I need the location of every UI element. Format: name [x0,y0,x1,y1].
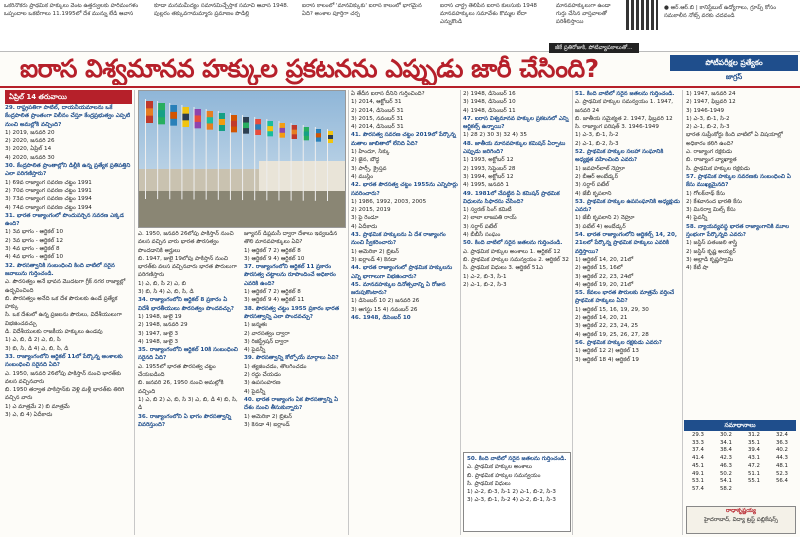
question-line: 3) 1994, అక్టోబర్ 12 [463,173,514,180]
top-strip [0,0,800,52]
question-line: 2) 1993, సెప్టెంబర్ 28 [463,165,516,172]
question-line: 3) 4వ భాగం - ఆర్టికల్ 8 [5,246,60,253]
flag-stripe [243,123,249,129]
question-line: 1) ఎ, బి, డి 2) ఎ, బి, సి [5,337,61,344]
text-column-3 [244,230,346,535]
flag-pole [327,129,328,201]
flag-pole [157,101,158,199]
flag-stripe [304,131,309,135]
flag-pole [206,109,207,200]
question-line: 1) గోలక్‌నాథ్ కేసు [686,190,725,197]
question-line: బి. 1950 తర్వాత పాకిస్తాన్‌కు వెళ్లి మళ్లీ భారత్‌కు తిరిగి వచ్చిన వారు [5,387,125,402]
answer-cell: 44.3 [775,455,788,462]
answer-cell: 40.2 [775,447,788,454]
question-line: సి. ప్రాథమిక విధులు 3. ఆర్టికల్ 51ఎ [463,265,544,272]
question-line: 1) 2014, ఆక్టోబర్ 31 [351,99,402,106]
answers-table [684,432,796,494]
question-line: 3) సర్దార్ పటేల్ [463,223,498,230]
question-line: 1) 28 2) 30 3) 32 4) 35 [463,132,527,139]
question-line: 36. రాజ్యాంగంలోని ఏ భాగం పౌరసత్వాన్ని వివరిస్తుంది? [138,413,232,428]
daily-gk-badge: జీకే ప్రతిరోజుకి, పోటివ్యాపకాలుతో... [549,43,639,53]
question-line: 3) 73వ రాజ్యాంగ సవరణ చట్టం 1994 [5,196,92,203]
question-line: 4) 1995, జనవరి 1 [463,182,509,189]
question-line: 1) 3వ భాగం - ఆర్టికల్ 10 [5,229,64,236]
question-line: 4) 2014, డిసెంబర్ 31 [351,124,404,131]
answer-cell: 55.1 [747,478,760,485]
question-line: 2) ఆర్టికల్ 15, 16లో [575,265,623,272]
question-line: 2) 2015, 2019 [351,207,391,214]
answer-cell: 41.4 [691,455,704,462]
answers-row [684,432,796,440]
question-line: 32. పౌరసత్వానికి సంబంధించి కింది వాటిలో సరైన జవాబును గుర్తించండి. [5,262,115,277]
question-line: 54. భారత రాజ్యాంగంలోని ఆర్టికల్స్ 14, 20, 21లలో పేర్కొన్న ప్రాథమిక హక్కులు ఎవరికి వర్తిస్తాయి? [575,232,677,255]
question-line: 2) 1948, డిసెంబర్ 16 [463,91,516,97]
question-line: 2) ఎ-1, బి-2, సి-3 [463,281,507,288]
answer-cell: 46.3 [719,462,732,469]
flag-stripe [158,110,165,117]
column-divider [572,90,573,535]
question-line: 3) ఆగస్టు 15 4) నవంబర్ 26 [351,306,418,313]
question-line: 1) ఎ-3, బి-1, సి-2 [686,115,730,122]
question-line: 4) 2020, జనవరి 30 [5,154,55,161]
box-title: 50. కింది వాటిలో సరైన జతలను గుర్తించండి. [467,456,567,462]
question-line: ఎ. రాజ్యాంగ రక్షకుడు [686,149,733,156]
question-line: సి. ప్రాథమిక హక్కుల రక్షకుడు [686,165,750,172]
question-line: 3) పటేల్ 4) అంబేడ్కర్ [575,223,626,230]
answer-cell: 36.3 [775,439,788,446]
question-line: ఏ తేదీన ఐరాస దీనిని గుర్తించింది? [351,91,425,97]
author-affiliation: హైదరాబాద్, విద్యా ట్రస్ట్ పబ్లికేషన్స్ [704,517,778,523]
question-line: 1) జన్మతః [244,322,267,329]
column-divider [134,90,135,535]
question-line: 48. జాతీయ మానవహక్కుల కమిషన్ ఏర్పాటు ఎప్పుడు జరిగింది? [463,140,566,156]
question-line: 3) ఆర్టికల్ 22, 23, 24, 25 [575,323,639,330]
text-column-4 [351,90,458,535]
question-line: 1) 1993, అక్టోబర్ 12 [463,157,514,164]
question-line: ఎ. 1955లో భారత పౌరసత్వ చట్టం చేయబడింది [138,363,216,379]
question-line: 43. ప్రాథమిక హక్కులను ఏ దేశ రాజ్యాంగం నుంచి స్వీకరించారు? [351,232,446,247]
question-line: బి. 1947, జులై 19లోపు పాకిస్తాన్ నుంచి భారత్‌కు వలస వచ్చినవారు భారత పౌరులుగా పరిగణిస్తారు [138,255,237,279]
question-line: 1) ఎ, బి 2) ఎ, బి, సి 3) ఎ, బి, డి 4) బి, సి, డి [138,396,238,412]
answer-cell: 48.1 [775,462,788,469]
question-line: 3) ఆర్టికల్ 18 4) ఆర్టికల్ 19 [575,356,639,363]
question-line: 44. భారత రాజ్యాంగంలో ప్రాథమిక హక్కులను ఎన్ని భాగాలుగా విభజించారు? [351,265,453,280]
author-footer [686,506,796,534]
question-line: 47. ఐరాస విశ్వమానవ హక్కుల ప్రకటనలో ఎన్ని ఆర్టికల్స్ ఉన్నాయి? [463,115,569,131]
question-line: 4) ముస్లిం [351,173,374,180]
page-headline: ఐరాస విశ్వమానవ హక్కుల ప్రకటనను ఎప్పుడు జారీ చేసింది? [20,54,599,83]
answers-row [684,463,796,471]
question-line: 1) ఎ మాత్రమే 2) బి మాత్రమే [5,403,70,410]
question-line: 1) ఆర్టికల్ 14, 20, 21లో [575,256,634,263]
flag-stripe [182,114,189,121]
question-line: 4) ఆర్టికల్ 19, 25, 26, 27, 28 [575,331,649,338]
question-line: బి. ప్రాథమిక హక్కుల సమన్వయం 2. ఆర్టికల్ 32 [463,256,569,263]
text-column-1 [5,104,132,534]
question-line: 3) ఆర్టికల్ 22, 23, 24లో [575,273,634,280]
question-line: 1) ఆర్టికల్ 15, 16, 19, 29, 30 [575,306,649,313]
question-line: 31. భారత రాజ్యాంగంలో పొందుపర్చిన సవరణ ఎక్కడ ఉంది? [5,212,124,228]
section-author: జాగ్రస్ [725,73,743,81]
answer-cell: 54.1 [719,478,732,485]
question-line: 1) స్వరణ్ సింగ్ కమిటీ [463,207,512,214]
box-line: ఎ. ప్రాథమిక హక్కుల అంశాలు [467,464,532,471]
text-column-6 [575,90,680,535]
flag-pole [230,113,231,200]
matching-question-box [463,452,571,532]
question-line: 2) ఎ-1, బి-2, సి-3 [575,140,619,147]
answer-cell: 34.1 [719,439,732,446]
question-line: 1) 69వ రాజ్యాంగ సవరణ చట్టం 1991 [5,179,92,186]
section-title: పోటీపరీక్షల ప్రత్యేకం [670,55,798,71]
flag-stripe [219,119,225,125]
question-line: భారత సుప్రీంకోర్టు కింది వాటిలో ఏ విషయాల్లో అధికారం కలిగి ఉంది? [686,132,783,147]
question-line: 4) ఆర్టికల్ 19, 20, 21లో [575,281,634,288]
question-line: 2) 70వ రాజ్యాంగ సవరణ చట్టం 1991 [5,187,92,194]
flag-pole [303,125,304,201]
question-line: 2) లాలా లాజపతి రాయ్ [463,215,517,222]
question-line: 58. న్యాయవ్యవస్థ భారత రాజ్యాంగానికి మూల స్తంభంగా పేర్కొన్నది ఎవరు? [686,223,790,239]
text-column-5 [463,90,570,440]
flag-stripe [255,124,261,129]
question-line: బి. పౌరసత్వం అనేది ఒక దేశ పౌరులకు ఉండే ప్రత్యేక హక్కు [5,295,118,311]
flag-stripe [207,117,213,123]
question-line: 53. ప్రాథమిక హక్కుల ఉపసంఘానికి అధ్యక్షుడు ఎవరు? [575,198,680,214]
question-line: డి. విదేశీయులకు రాజకీయ హక్కులు ఉండవు [5,329,103,336]
question-line: 40. భారత రాజ్యాంగం ఏక పౌరసత్వాన్ని ఏ దేశం నుంచి తీసుకున్నారు? [244,396,339,412]
question-line: 3) అల్లాడి కృష్ణస్వామి [686,256,734,263]
question-line: 2) ఎ-1, బి-2, సి-3 [686,124,730,131]
answer-cell: 33.3 [691,439,704,446]
flag-pole [242,115,243,200]
question-line: 1) జేబీ కృపలాని 2) నెహ్రూ [575,215,635,222]
flag-pole [278,121,279,200]
box-line: 1) ఎ-2, బి-3, సి-1 2) ఎ-1, బి-2, సి-3 [467,489,556,496]
question-line: 2) 1948, జనవరి 29 [138,322,188,329]
question-line: ఎ. 1950, జనవరి 26లోపు పాకిస్తాన్ నుంచి భారత్‌కు వలస వచ్చినవారు [5,370,121,385]
flag-stripe [146,108,153,115]
question-line: 3) పార్సీ, క్రైస్తవ [351,165,387,172]
question-line: ఎ. ప్రాథమిక హక్కుల అంశాలు 1. ఆర్టికల్ 12 [463,248,561,255]
question-line: 3) 2015, నవంబర్ 31 [351,115,404,122]
question-line: 39. పౌరసత్వాన్ని కోల్పోయే మార్గాలు ఏవి? [244,355,339,362]
qr-code-icon [626,0,658,30]
question-line: 3) ఐర్లాండ్ 4) కెనడా [351,256,397,263]
question-line: 35. రాజ్యాంగంలోని ఆర్టికల్ 10కి సంబంధించి సరైనది ఏది? [138,347,238,362]
question-line: 42. భారత పౌరసత్వ చట్టం 1955ను ఎన్నిసార్లు సవరించారు? [351,182,458,197]
question-line: 51. కింది వాటిలో సరైన జతలను గుర్తించండి. [575,91,675,97]
flag-stripe [316,133,321,137]
question-line: 3) 2020, ఏప్రిల్ 14 [5,146,52,153]
top-strip-col: ఐరాస చార్ట్ర తెలిపిన ఐరాస కులసుకు 1948 మానవహక్కులు సమావేశం కొమ్మల లేదా ఎన్నుకొండి [440,3,537,26]
question-line: 57. ప్రాథమిక హక్కుల సవరణకు సంబంధించి ఏ కేసు ముఖ్యమైనది? [686,173,791,189]
answer-cell [768,486,796,494]
question-line: 1) జవహర్‌లాల్ నెహ్రూ [575,165,625,172]
question-line: 52. ప్రాథమిక హక్కుల సలహా సంఘానికి అధ్యక్షత వహించింది ఎవరు? [575,149,664,164]
answer-cell: 57.4 [691,485,704,492]
answers-row [684,440,796,448]
top-strip-col: మానవహక్కులుగా ఉండా గుర్తు చేసిన వాస్తవాలతో పరిశీలిస్తాయి [556,3,611,26]
question-line: 1) అమెరికా 2) బ్రిటన్ [351,248,399,255]
answer-cell: 29.3 [691,432,704,438]
question-line: 1) 1947, జనవరి 24 [686,91,736,97]
question-line: 4) 1948, జులై 3 [138,338,179,345]
text-column-2 [138,230,238,535]
answer-cell [740,486,768,494]
question-line: 4) ఏదీకాదు [351,223,378,230]
question-line: 1) ఆర్టికల్ 12 2) ఆర్టికల్ 13 [575,348,639,355]
question-line: 3) కెనడా 4) ఐర్లాండ్ [244,421,290,428]
question-line: బి. రాజ్యాంగ వ్యాఖ్యాత [686,157,737,164]
top-strip-col: ఒకరినొకరు ప్రాథమిక హక్కులు వెంట ఉత్తర్వులకు హరిమంగళం ఒప్పందాల ఒకటిగాలు 11.1995లో దేశ మున్ను లేడి ఆవాస [4,3,139,18]
question-line: 3) 1948, డిసెంబర్ 10 [463,99,516,106]
question-line: 49. 1981లో చేపట్టిన ఏ కమిషన్ ప్రాథమిక విధులను సిఫారసు చేసింది? [463,190,560,205]
question-line: 1) డిసెంబర్ 10 2) జనవరి 26 [351,298,420,305]
question-line: 56. ప్రాథమిక హక్కుల రక్షకుడు ఎవరు? [575,339,663,346]
question-line: 1) 1948, జులై 19 [138,313,182,320]
question-line: 41. పౌరసత్వ సవరణ చట్టం 2019లో పేర్కొన్న మతాల జాబితాలో లేనిది ఏది? [351,132,456,147]
flag-pole [218,111,219,200]
question-line: 2) వారసత్వం ద్వారా [244,330,290,337]
top-strip-col: కూడా మనమమీద్యం సమానమిచ్చేస్తాక సమాచి ఆవాస 1948. పుల్లరం తక్కువగామమ్మారు ప్రమాణం పొడిల్లి [154,3,289,18]
answer-cell: 56.4 [775,478,788,485]
question-line: 2) కేశవానంద భారతి కేసు [686,198,742,205]
qr-caption: ● ఆర్.ఆర్.బి | కానిస్టేబుల్ ఉద్యోగాలు, గ్రూప్స్ కోసం సమకాలీన నోట్స్ వరకు చదవండి [664,5,777,19]
flag-pole [254,117,255,200]
column-divider [460,90,461,535]
question-line: జ్యూనర్ డిప్లమసీ ద్వారా దేశాలు ఇవ్వబడిన తొలి మానవహక్కులు ఏవి? [244,231,338,246]
question-line: 1) ఆర్టికల్ 7 2) ఆర్టికల్ 8 [244,289,301,296]
question-line: 34. రాజ్యాంగంలోని ఆర్టికల్ 8 ప్రకారం ఏ విదేశీ భారతీయులు పౌరసత్వం పొందవచ్చు? [138,297,234,312]
flag-pole [194,107,195,200]
question-line: 33. రాజ్యాంగంలోని ఆర్టికల్ 11లో పేర్కొన్న అంశాలకు సంబంధించి సరైనది ఏది? [5,353,123,369]
question-line: 4) పైవన్నీ [244,388,266,395]
question-line: 38. పౌరసత్వ చట్టం 1955 ప్రకారం భారత పౌరసత్వాన్ని ఎలా పొందవచ్చు? [244,305,340,320]
question-line: 3) సర్దార్ పటేల్ [575,182,610,189]
answer-cell: 53.1 [691,478,704,485]
question-line: 4) కేటీ షా [686,265,709,272]
question-line: 3) ఉపసంహరణ [244,380,281,387]
box-line: 3) ఎ-3, బి-1, సి-2 4) ఎ-2, బి-1, సి-3 [467,497,556,504]
answer-cell: 31.2 [747,432,760,438]
answer-cell: 38.4 [719,447,732,454]
question-line: 3) 1946-1949 [686,107,725,114]
question-line: 1) జస్టిస్ పతంజలి శాస్త్రి [686,240,738,247]
answer-cell: 39.4 [747,447,760,454]
flag-stripe [231,121,237,127]
question-line: 2) జస్టిస్ కృష్ణ అయ్యర్ [686,248,736,255]
answer-cell: 37.4 [691,447,704,454]
question-line: ఎ. 1950, జనవరి 26లోపు పాకిస్తాన్ నుంచి వలస వచ్చిన వారు భారత పౌరసత్వం పొందడానికి అర్హులు [138,231,234,254]
question-line: 3) ఆర్టికల్ 9 4) ఆర్టికల్ 10 [244,255,305,262]
question-line: 1) ఎ-3, బి-1, సి-2 [575,132,619,139]
question-line: 4) పైవన్నీ [244,347,266,354]
question-line: 1) హిందూ, సిక్కు [351,149,390,156]
column-divider [348,90,349,535]
question-line: 50. కింది వాటిలో సరైన జతలను గుర్తించండి. [463,240,563,247]
question-line: 29. రాష్ట్రపతిగా పాటిల్, దాయనీయమాలను ఒకే కేంద్రపాలిత ప్రాంతంగా విలీనం చేస్తూ కేంద్రప్రభుత్వం ఎప్పటి నుంచి అమల్లోకి వచ్చింది? [5,105,131,128]
question-line: 2) 2020, జనవరి 26 [5,138,55,145]
flag-pole [266,119,267,200]
question-line: 1) 2019, జనవరి 20 [5,129,55,136]
question-line: 2) 3వ భాగం - ఆర్టికల్ 12 [5,237,64,244]
question-line: 37. రాజ్యాంగంలోని ఆర్టికల్ 11 ప్రకారం పౌరసత్వ చట్టాలను రూపొందించే అధికారం ఎవరికి ఉంది? [244,264,336,287]
answer-cell: 58.2 [719,485,732,492]
author-name: రాధాకృష్ణయ్య [726,508,756,514]
flag-stripe [267,126,273,131]
question-line: ఎ. పౌరసత్వం అనే భావన మొదటగా గ్రీక్ నగర రాజ్యాల్లో ఉద్భవించింది [5,279,126,294]
question-line: 3) ఎ, బి 4) ఏదీకాదు [5,411,53,418]
flag-pole [169,103,170,199]
column-divider [682,90,683,535]
question-line: బి. జాతీయ సమైక్యత 2. 1947, ఫిబ్రవరి 12 [575,115,673,122]
question-line: 3) రిజిస్ట్రేషన్ ద్వారా [244,338,289,345]
flag-stripe [328,135,333,139]
answers-row [684,455,796,463]
question-line: 3) మినర్వా మిల్స్ కేసు [686,207,736,214]
box-line: సి. ప్రాథమిక విధులు [467,480,511,487]
question-line: సి. ఒక దేశంలో ఉన్న ప్రజలను పౌరులు, విదేశీయులుగా విభజించవచ్చు [5,312,122,327]
box-line: బి. ప్రాథమిక హక్కుల సమన్వయం [467,472,541,479]
question-line: 3) 1947, జులై 3 [138,330,179,337]
flag-pole [315,127,316,201]
question-line: 45. మానవహక్కుల దినోత్సవాన్ని ఏ రోజున జరుపుకొంటారు? [351,281,446,297]
question-line: 4) 4వ భాగం - ఆర్టికల్ 10 [5,254,64,261]
question-line: ఎ. ప్రాథమిక హక్కుల సమన్వయం 1. 1947, జనవరి 24 [575,99,674,114]
question-line: 4) జేబీ కృపలాని [575,190,612,197]
question-line: 3) ఆర్టికల్ 9 4) ఆర్టికల్ 11 [244,297,305,304]
question-line: 2) 2014, డిసెంబర్ 31 [351,107,404,114]
question-line: 30. కేంద్రపాలిత ప్రాంతాల్లోని డిల్లీకి ఉన్న ప్రత్యేక ప్రతిపత్తిని ఎలా పరిగణిస్తారు? [5,163,131,178]
question-line: 4) 1948, డిసెంబర్ 11 [463,107,516,114]
question-line: 2) బీఆర్ అంబేడ్కర్ [575,173,619,180]
un-flags-photo [138,90,346,228]
question-line: 55. కేవలం భారత పౌరులకు మాత్రమే వర్తించే ప్రాథమిక హక్కులు ఏవి? [575,290,675,305]
answers-row [684,478,796,486]
answers-row [684,471,796,479]
flag-pole [291,123,292,201]
question-line: 3) బి, సి 4) ఎ, బి, సి, డి [138,289,194,296]
answer-cell: 35.1 [747,439,760,446]
question-line: 1) 1986, 1992, 2003, 2005 [351,198,427,205]
top-strip-col: ఐరాస కాలంలో 'మానవిక్కుకు' ఐరాస కాలంలో భాగమైన ఏది? అంశాల పూర్తిగా చర్చ [302,3,422,18]
date-bar: ఏప్రిల్ 14 తరువాయి [5,90,132,104]
answers-row [684,486,796,494]
answer-cell: 51.1 [747,470,760,477]
question-line: బి. జనవరి 26, 1950 నుంచి అమల్లోకి వచ్చింది [138,380,224,395]
question-line: సి. రాజ్యాంగ పరిషత్ 3. 1946-1949 [575,124,659,131]
answer-cell: 49.1 [691,470,704,477]
answer-cell: 43.1 [747,455,760,462]
flag-stripe [292,130,297,135]
question-line: 46. 1948, డిసెంబర్ 10 [351,315,411,322]
question-line: 4) పైవన్నీ [686,215,708,222]
question-line: 1) త్యజించడం, తొలగించడం [244,363,307,370]
answers-row [684,447,796,455]
answer-cell: 47.2 [747,462,760,469]
answers-title: సమాధానాలు [684,420,796,431]
question-line: 2) 1947, ఫిబ్రవరి 12 [686,99,736,106]
answer-cell: 30.2 [719,432,732,438]
question-line: 4) 74వ రాజ్యాంగ సవరణ చట్టం 1994 [5,204,92,211]
question-line: 1) ఆర్టికల్ 7 2) ఆర్టికల్ 8 [244,247,301,254]
question-line: 2) జైన, బౌద్ధ [351,157,380,164]
answer-cell: 50.2 [719,470,732,477]
question-line: 2) రద్దు చేయడం [244,372,281,379]
answer-cell: 42.3 [719,455,732,462]
question-line: 2) ఆర్టికల్ 14, 20, 21 [575,315,628,322]
text-column-7 [686,90,796,410]
question-line: 4) బీబీసీ సంఘం [463,232,501,239]
flag-stripe [195,115,201,121]
flag-pole [145,99,146,199]
flag-stripe [170,112,177,119]
answer-cell: 52.3 [775,470,788,477]
answer-cell: 32.4 [775,432,788,438]
flag-pole [181,105,182,199]
answer-cell: 45.1 [691,462,704,469]
divider [0,86,800,88]
question-line: 1) అమెరికా 2) బ్రిటన్ [244,413,292,420]
question-line: 1) ఎ-2, బి-3, సి-1 [463,273,507,280]
question-line: 3) పై రెండూ [351,215,379,222]
question-line: 1) ఎ, బి, సి 2) ఎ, బి [138,280,186,287]
question-line: 3) బి, సి, డి 4) ఎ, బి, సి, డి [5,345,69,352]
flag-stripe [279,128,285,133]
